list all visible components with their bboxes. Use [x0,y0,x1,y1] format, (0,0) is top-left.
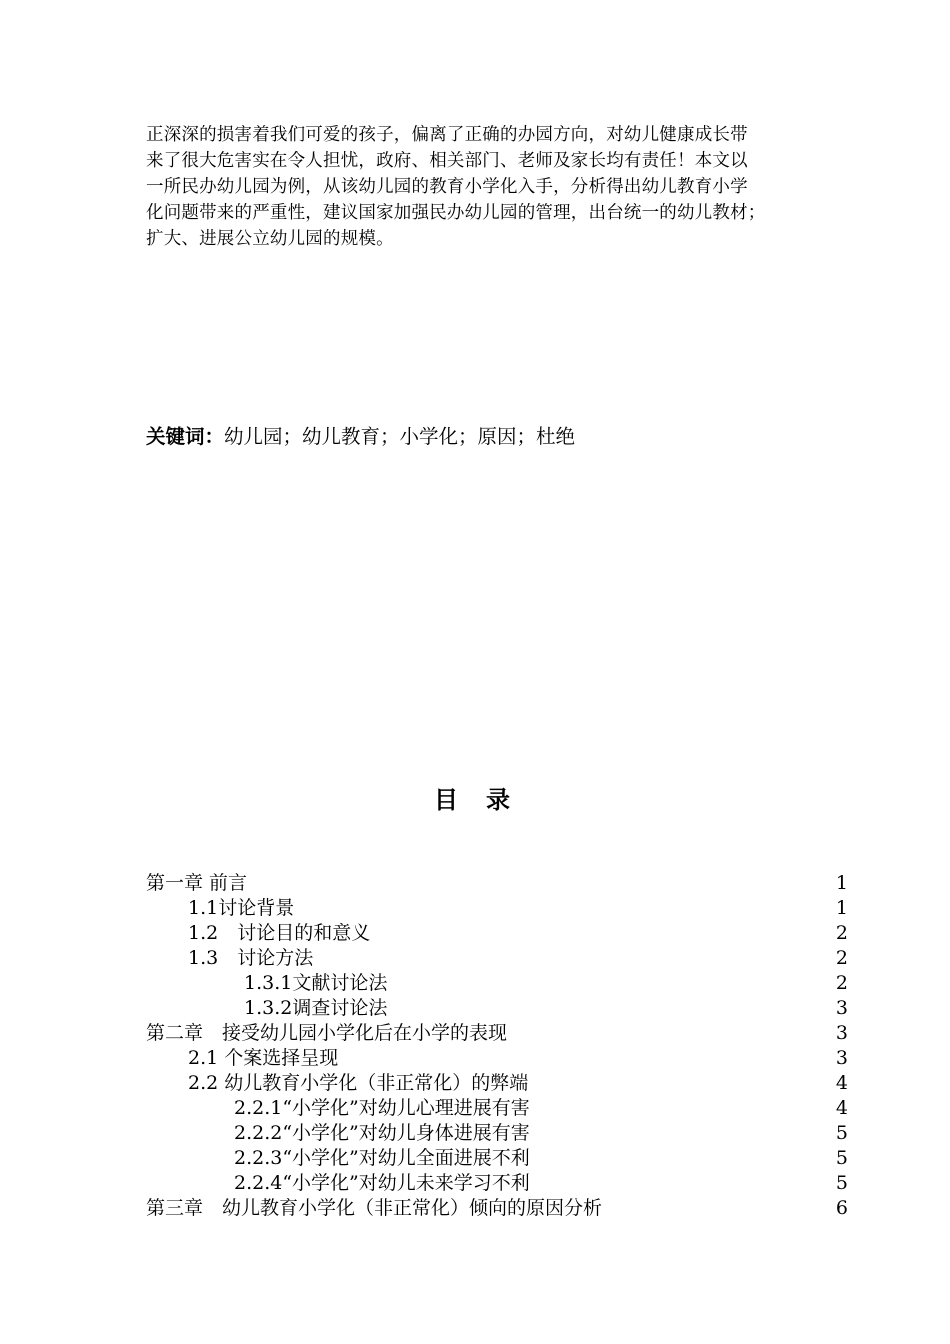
toc-entry-title: 2.2.1“小学化”对幼儿心理进展有害 [234,1097,530,1119]
toc-entry[interactable] [146,871,848,896]
toc-entry-page: 1 [835,897,848,919]
toc-entry-title: 第二章 接受幼儿园小学化后在小学的表现 [146,1022,508,1044]
toc-entry-page: 6 [835,1197,848,1219]
toc-entry-page: 3 [835,1047,848,1069]
keywords-text: 幼儿园；幼儿教育；小学化；原因；杜绝 [224,425,576,448]
toc-entry-title: 1.3 讨论方法 [188,947,314,969]
toc-entry[interactable] [146,1096,848,1121]
toc-title: 目录 [434,786,538,814]
toc-entry[interactable] [146,1196,848,1221]
toc-entry-page: 1 [835,872,848,894]
abstract-line: 正深深的损害着我们可爱的孩子，偏离了正确的办园方向，对幼儿健康成长带 [146,125,748,145]
toc-entry[interactable] [146,1046,848,1071]
toc-entry-title: 1.1讨论背景 [188,897,295,919]
abstract-line: 化问题带来的严重性，建议国家加强民办幼儿园的管理，出台统一的幼儿教材； [146,203,766,223]
toc-entry-title: 2.2.4“小学化”对幼儿未来学习不利 [234,1172,530,1194]
table-of-contents [146,871,848,1221]
toc-entry[interactable] [146,1121,848,1146]
toc-entry-title: 2.2.2“小学化”对幼儿身体进展有害 [234,1122,530,1144]
toc-entry-title: 1.3.2调查讨论法 [244,997,388,1019]
toc-entry-title: 2.1 个案选择呈现 [188,1047,339,1069]
toc-entry-title: 2.2 幼儿教育小学化（非正常化）的弊端 [188,1072,529,1094]
toc-entry-title: 第一章 前言 [146,872,248,894]
abstract-line: 扩大、进展公立幼儿园的规模。 [146,229,394,249]
toc-entry[interactable] [146,946,848,971]
toc-entry[interactable] [146,921,848,946]
toc-entry-title: 第三章 幼儿教育小学化（非正常化）倾向的原因分析 [146,1197,603,1219]
toc-entry[interactable] [146,896,848,921]
keywords-label: 关键词： [146,425,225,448]
abstract-line: 来了很大危害实在令人担忧，政府、相关部门、老师及家长均有责任！本文以 [146,151,748,171]
abstract-line: 一所民办幼儿园为例，从该幼儿园的教育小学化入手，分析得出幼儿教育小学 [146,177,748,197]
toc-entry-page: 5 [835,1122,848,1144]
toc-entry-page: 5 [835,1147,848,1169]
toc-entry-page: 3 [835,1022,848,1044]
toc-entry[interactable] [146,971,848,996]
toc-entry-page: 5 [835,1172,848,1194]
toc-entry[interactable] [146,1021,848,1046]
toc-entry-title: 2.2.3“小学化”对幼儿全面进展不利 [234,1147,530,1169]
toc-entry[interactable] [146,1171,848,1196]
toc-entry-page: 2 [835,922,848,944]
keywords [146,421,575,449]
toc-entry[interactable] [146,1146,848,1171]
toc-entry-title: 1.2 讨论目的和意义 [188,922,371,944]
toc-entry[interactable] [146,1071,848,1096]
toc-entry-title: 1.3.1文献讨论法 [244,972,388,994]
toc-entry[interactable] [146,996,848,1021]
toc-entry-page: 4 [835,1097,848,1119]
toc-entry-page: 3 [835,997,848,1019]
toc-entry-page: 2 [835,972,848,994]
toc-entry-page: 4 [835,1072,848,1094]
toc-entry-page: 2 [835,947,848,969]
abstract-paragraph [146,122,826,252]
